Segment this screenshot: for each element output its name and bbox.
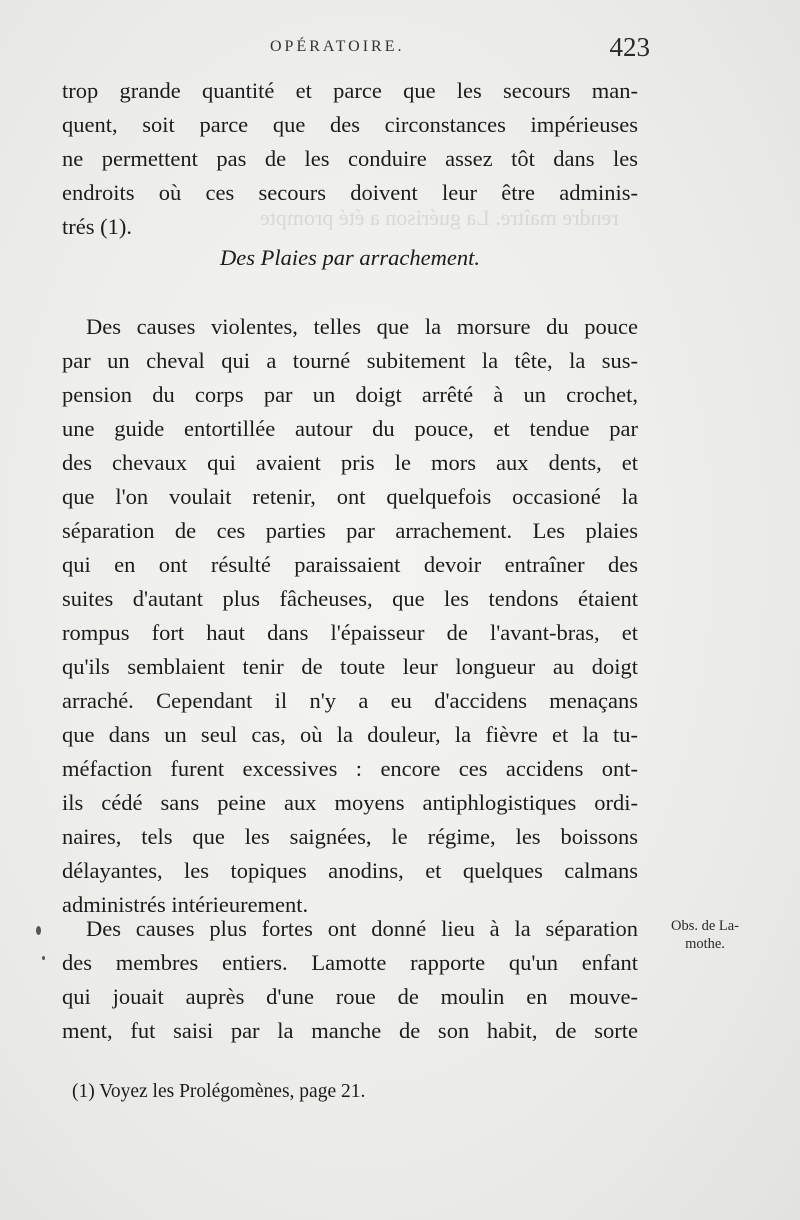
footnote-text: Voyez les Prolégomènes, page 21. xyxy=(99,1081,366,1102)
text-line: ne permettent pas de les conduire assez tôt dans les xyxy=(62,146,638,171)
page-header xyxy=(270,32,650,62)
text-line: délayantes, les topiques anodins, et quelques calmans xyxy=(62,858,638,883)
text-line: Des causes plus fortes ont donné lieu à la séparation xyxy=(86,916,638,941)
text-line: qui en ont résulté paraissaient devoir entraîner des xyxy=(62,552,638,577)
text-line: méfaction furent excessives : encore ces accidens ont- xyxy=(62,756,638,781)
text-line: des membres entiers. Lamotte rapporte qu'un enfant xyxy=(62,950,638,975)
paragraph-2 xyxy=(62,310,638,922)
text-line: administrés intérieurement. xyxy=(62,892,309,917)
text-line: qui jouait auprès d'une roue de moulin en mouve- xyxy=(62,984,638,1009)
text-line: suites d'autant plus fâcheuses, que les tendons étaient xyxy=(62,586,638,611)
text-line: arraché. Cependant il n'y a eu d'accidens menaçans xyxy=(62,688,638,713)
text-line: une guide entortillée autour du pouce, et tendue par xyxy=(62,416,638,441)
margin-note-line: mothe. xyxy=(685,936,725,952)
section-title: Des Plaies par arrachement. xyxy=(220,245,480,270)
text-line: ils cédé sans peine aux moyens antiphlogistiques ordi- xyxy=(62,790,638,815)
text-line: Des causes violentes, telles que la morsure du pouce xyxy=(86,314,638,339)
text-line: naires, tels que les saignées, le régime, les boissons xyxy=(62,824,638,849)
footnote-marker: (1) xyxy=(72,1081,95,1102)
running-title: OPÉRATOIRE. xyxy=(270,38,405,55)
text-line: qu'ils semblaient tenir de toute leur longueur au doigt xyxy=(62,654,638,679)
text-line: pension du corps par un doigt arrêté à un crochet, xyxy=(62,382,638,407)
page-number: 423 xyxy=(609,32,650,62)
text-line: séparation de ces parties par arrachement. Les plaies xyxy=(62,518,638,543)
margin-note-line: Obs. de La- xyxy=(670,918,740,934)
ink-speck xyxy=(42,956,45,960)
text-line: par un cheval qui a tourné subitement la tête, la sus- xyxy=(62,348,638,373)
footnote xyxy=(62,1077,638,1107)
margin-note xyxy=(650,917,760,953)
paragraph-3 xyxy=(62,912,638,1048)
text-line: ment, fut saisi par la manche de son habit, de sorte xyxy=(62,1018,638,1043)
text-line: quent, soit parce que des circonstances impérieuses xyxy=(62,112,638,137)
ink-speck xyxy=(36,926,41,935)
paragraph-1 xyxy=(62,74,638,244)
text-line: des chevaux qui avaient pris le mors aux dents, et xyxy=(62,450,638,475)
text-line: trop grande quantité et parce que les secours man- xyxy=(62,78,638,103)
text-line: que dans un seul cas, où la douleur, la fièvre et la tu- xyxy=(62,722,638,747)
bleed-through-text: rendre maître. La guérison a été prompte xyxy=(260,205,619,230)
text-line: que l'on voulait retenir, ont quelquefois occasioné la xyxy=(62,484,638,509)
text-line: trés (1). xyxy=(62,214,132,239)
text-line: endroits où ces secours doivent leur être adminis- xyxy=(62,180,638,205)
text-line: rompus fort haut dans l'épaisseur de l'avant-bras, et xyxy=(62,620,638,645)
